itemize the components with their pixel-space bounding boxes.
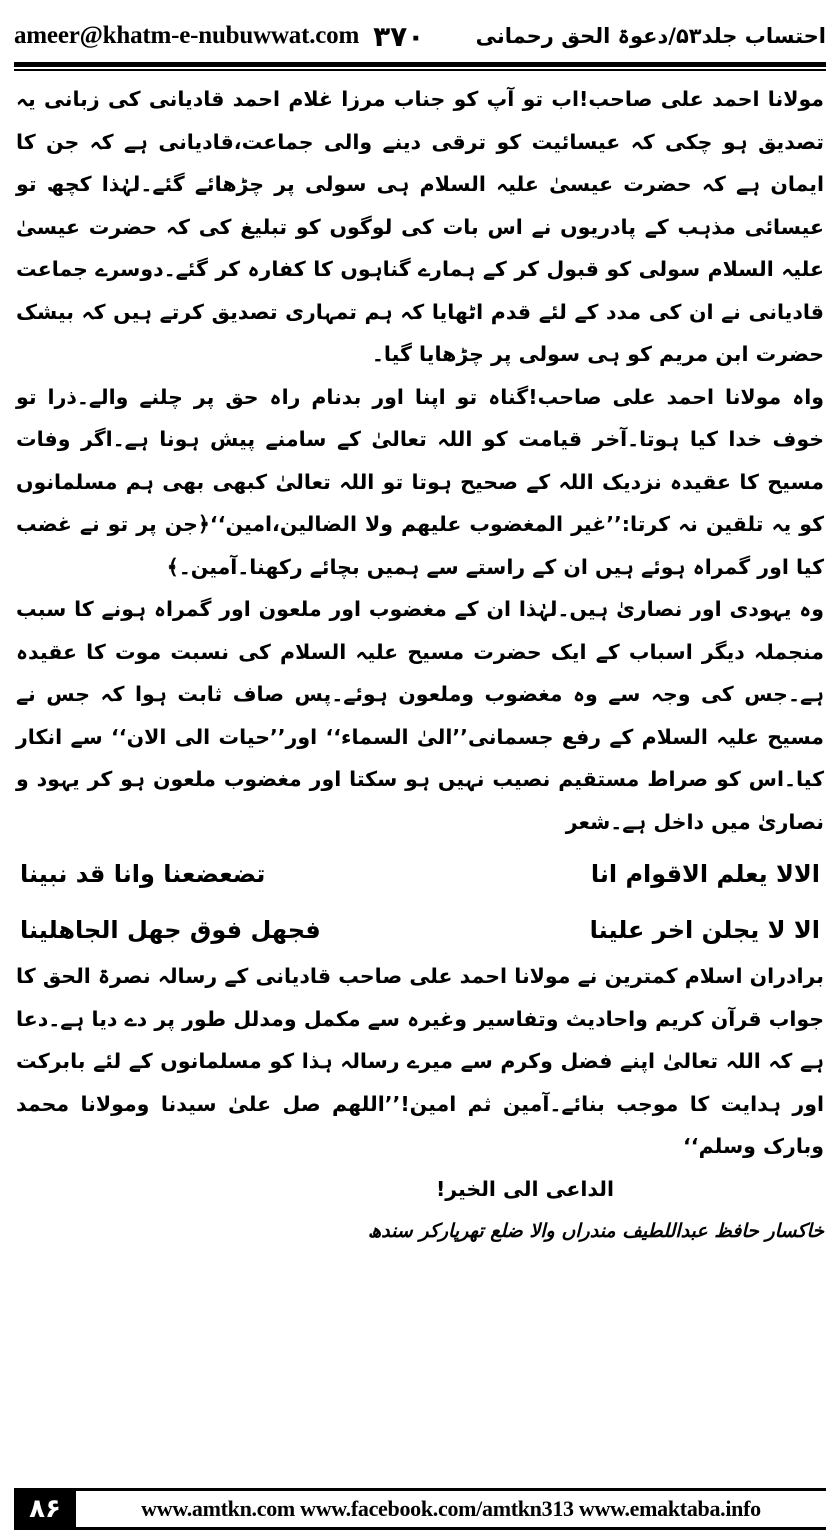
header-rule-thick: [14, 62, 826, 67]
paragraph-2: واہ مولانا احمد علی صاحب!گناہ تو اپنا اور بدنام راہ حق پر چلنے والے۔ذرا تو خوف خدا کیا ہوتا۔آخر قیامت کو اللہ تعالیٰ کے سامنے پیش ہونا ہے۔اگر وفات مسیح کا عقیدہ نزدیک اللہ کے صحیح ہوتا تو اللہ تعالیٰ کبھی بھی ہم مسلمانوں کو یہ تلقین نہ کرتا:’’غیر المغضوب علیھم ولا الضالین،امین‘‘﴿جن پر تو نے غضب کیا اور گمراہ ہوئے ہیں ان کے راستے سے ہمیں بچائے رکھنا۔آمین۔﴾: [16, 384, 824, 579]
page-header: [14, 14, 826, 58]
page-body: [16, 78, 824, 1450]
header-rule-thin: [14, 69, 826, 71]
header-title: احتساب جلد۵۳/دعوۃ الحق رحمانی: [475, 24, 826, 48]
signature: خاکسار حافظ عبداللطیف مندراں والا ضلع تھرپارکر سندھ: [367, 1220, 824, 1242]
poem-verse-1: [20, 849, 820, 899]
page-footer: [14, 1488, 826, 1530]
poem-verse-2-second: فجھل فوق جھل الجاھلینا: [20, 916, 321, 944]
poem-verse-1-second: تضعضعنا وانا قد نبینا: [20, 860, 266, 888]
header-page-number: ۳۷۰: [373, 19, 425, 53]
header-email: ameer@khatm-e-nubuwwat.com: [14, 22, 360, 49]
header-left: [14, 20, 424, 53]
poem-verse-2: [20, 905, 820, 955]
footer-page-number: ۸۶: [14, 1488, 76, 1530]
paragraph-3: وہ یہودی اور نصاریٰ ہیں۔لہٰذا ان کے مغضوب اور ملعون اور گمراہ ہونے کا سبب منجملہ دیگر اسباب کے ایک حضرت مسیح علیہ السلام کی نسبت موت کا عقیدہ ہے۔جس کی وجہ سے وہ مغضوب وملعون ہوئے۔پس صاف ثابت ہوا کہ جس نے مسیح علیہ السلام کے رفع جسمانی’’الیٰ السماء‘‘ اور’’حیات الی الان‘‘ سے انکار کیا۔اس کو صراط مستقیم نصیب نہیں ہو سکتا اور مغضوب ملعون ہو کر یہود و نصاریٰ میں داخل ہے۔شعر: [16, 597, 824, 834]
poem-verse-1-first: الالا یعلم الاقوام انا: [590, 860, 820, 888]
signoff: الداعی الی الخیر!: [435, 1176, 614, 1201]
paragraph-1: مولانا احمد علی صاحب!اب تو آپ کو جناب مرزا غلام احمد قادیانی کی زبانی یہ تصدیق ہو چکی کہ عیسائیت کو ترقی دینے والی جماعت،قادیانی ہے کہ جن کا ایمان ہے کہ حضرت عیسیٰ علیہ السلام ہی سولی پر چڑھائے گئے۔لہٰذا کچھ تو عیسائی مذہب کے پادریوں نے اس بات کی لوگوں کو تبلیغ کی کہ حضرت عیسیٰ علیہ السلام سولی کو قبول کر کے ہمارے گناہوں کا کفارہ کر گئے۔دوسرے جماعت قادیانی نے ان کی مدد کے لئے قدم اٹھایا کہ ہم تمہاری تصدیق کرتے ہیں کہ بیشک حضرت ابن مریم کو ہی سولی پر چڑھایا گیا۔: [16, 87, 824, 366]
closing-paragraph: برادران اسلام کمترین نے مولانا احمد علی صاحب قادیانی کے رسالہ نصرۃ الحق کا جواب قرآن کریم واحادیث وتفاسیر وغیرہ سے مکمل ومدلل طور پر دے دیا ہے۔دعا ہے کہ اللہ تعالیٰ اپنے فضل وکرم سے میرے رسالہ ہذا کو مسلمانوں کے لئے بابرکت اور ہدایت کا موجب بنائے۔آمین ثم امین!’’اللھم صل علیٰ سیدنا ومولانا محمد وبارک وسلم‘‘: [16, 964, 824, 1158]
poem-verse-2-first: الا لا یجلن اخر علینا: [589, 916, 820, 944]
footer-links: www.amtkn.com www.facebook.com/amtkn313 www.emaktaba.info: [76, 1488, 826, 1530]
